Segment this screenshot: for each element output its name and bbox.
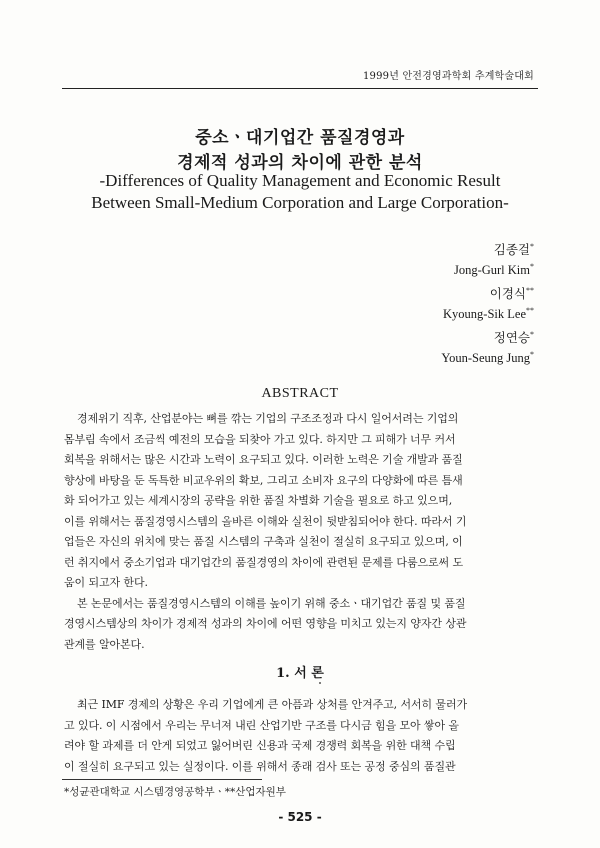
- abstract-line: 움이 되고자 한다.: [64, 576, 148, 589]
- author-name: Youn-Seung Jung*: [441, 350, 534, 366]
- korean-title-line-2: 경제적 성과의 차이에 관한 분석: [177, 153, 423, 173]
- abstract-line: 회복을 위해서는 많은 시간과 노력이 요구되고 있다. 이러한 노력은 기술 개발과 품질: [64, 453, 463, 466]
- abstract-line: 경영시스템상의 차이가 경제적 성과의 차이에 어떤 영향을 미치고 있는지 양자간 상관: [64, 617, 467, 630]
- section-heading: 1. 서 론: [276, 666, 324, 681]
- stray-mark: [319, 682, 321, 684]
- abstract-line: 몸부림 속에서 조금씩 예전의 모습을 되찾아 가고 있다. 하지만 그 피해가 너무 커서: [64, 432, 456, 446]
- author-name: 이경식**: [489, 285, 534, 301]
- abstract-line: 화 되어가고 있는 세계시장의 공략을 위한 품질 차별화 기술을 필요로 하고 있으며,: [64, 494, 453, 507]
- abstract-line: 런 취지에서 중소기업과 대기업간의 품질경영의 차이에 관련된 문제를 다룸으로써 도: [64, 555, 463, 569]
- korean-title-line-1: 중소ㆍ대기업간 품질경영과: [195, 128, 405, 148]
- english-title-line-2: Between Small-Medium Corporation and Large Corporation-: [91, 193, 509, 212]
- footnote-rule: [62, 779, 262, 780]
- page-number: - 525 -: [278, 810, 322, 824]
- author-name: 김종걸*: [493, 241, 534, 257]
- body-line: 최근 IMF 경제의 상황은 우리 기업에게 큰 아픔과 상처를 안겨주고, 서서히 물러가: [77, 698, 468, 711]
- abstract-line: 이를 위해서는 품질경영시스템의 올바른 이해와 실천이 뒷받침되어야 한다. 따라서 기: [64, 514, 467, 528]
- author-name: Kyoung-Sik Lee**: [443, 306, 534, 322]
- abstract-line: 향상에 바탕을 둔 독특한 비교우위의 확보, 그리고 소비자 요구의 다양화에 따른 틈새: [64, 473, 463, 487]
- conference-header: 1999년 안전경영과학회 추계학술대회: [362, 71, 534, 82]
- header-rule: [62, 88, 538, 89]
- body-line: 이 절실히 요구되고 있는 실정이다. 이를 위해서 종래 검사 또는 공정 중심의 품질관: [64, 759, 456, 773]
- author-name: 정연승*: [493, 329, 534, 345]
- author-name: Jong-Gurl Kim*: [453, 262, 534, 278]
- abstract-line: 관계를 알아본다.: [64, 637, 145, 651]
- abstract-line: 본 논문에서는 품질경영시스템의 이해를 높이기 위해 중소ㆍ대기업간 품질 및 품질: [77, 596, 466, 610]
- footnote: *성균관대학교 시스템경영공학부ㆍ**산업자원부: [64, 786, 286, 798]
- body-line: 고 있다. 이 시점에서 우리는 무너져 내린 산업기반 구조를 다시금 힘을 모아 쌓아 올: [64, 718, 459, 732]
- abstract-line: 업들은 자신의 위치에 맞는 품질 시스템의 구축과 실천이 절실히 요구되고 있으며, 이: [64, 535, 463, 548]
- english-title-line-1: -Differences of Quality Management and Economic Result: [99, 171, 501, 190]
- abstract-heading: ABSTRACT: [261, 386, 339, 401]
- body-line: 려야 할 과제를 더 안게 되었고 잃어버린 신용과 국제 경쟁력 회복을 위한 대책 수립: [64, 739, 456, 752]
- abstract-line: 경제위기 직후, 산업분야는 뼈를 깎는 기업의 구조조정과 다시 일어서려는 기업의: [77, 412, 459, 425]
